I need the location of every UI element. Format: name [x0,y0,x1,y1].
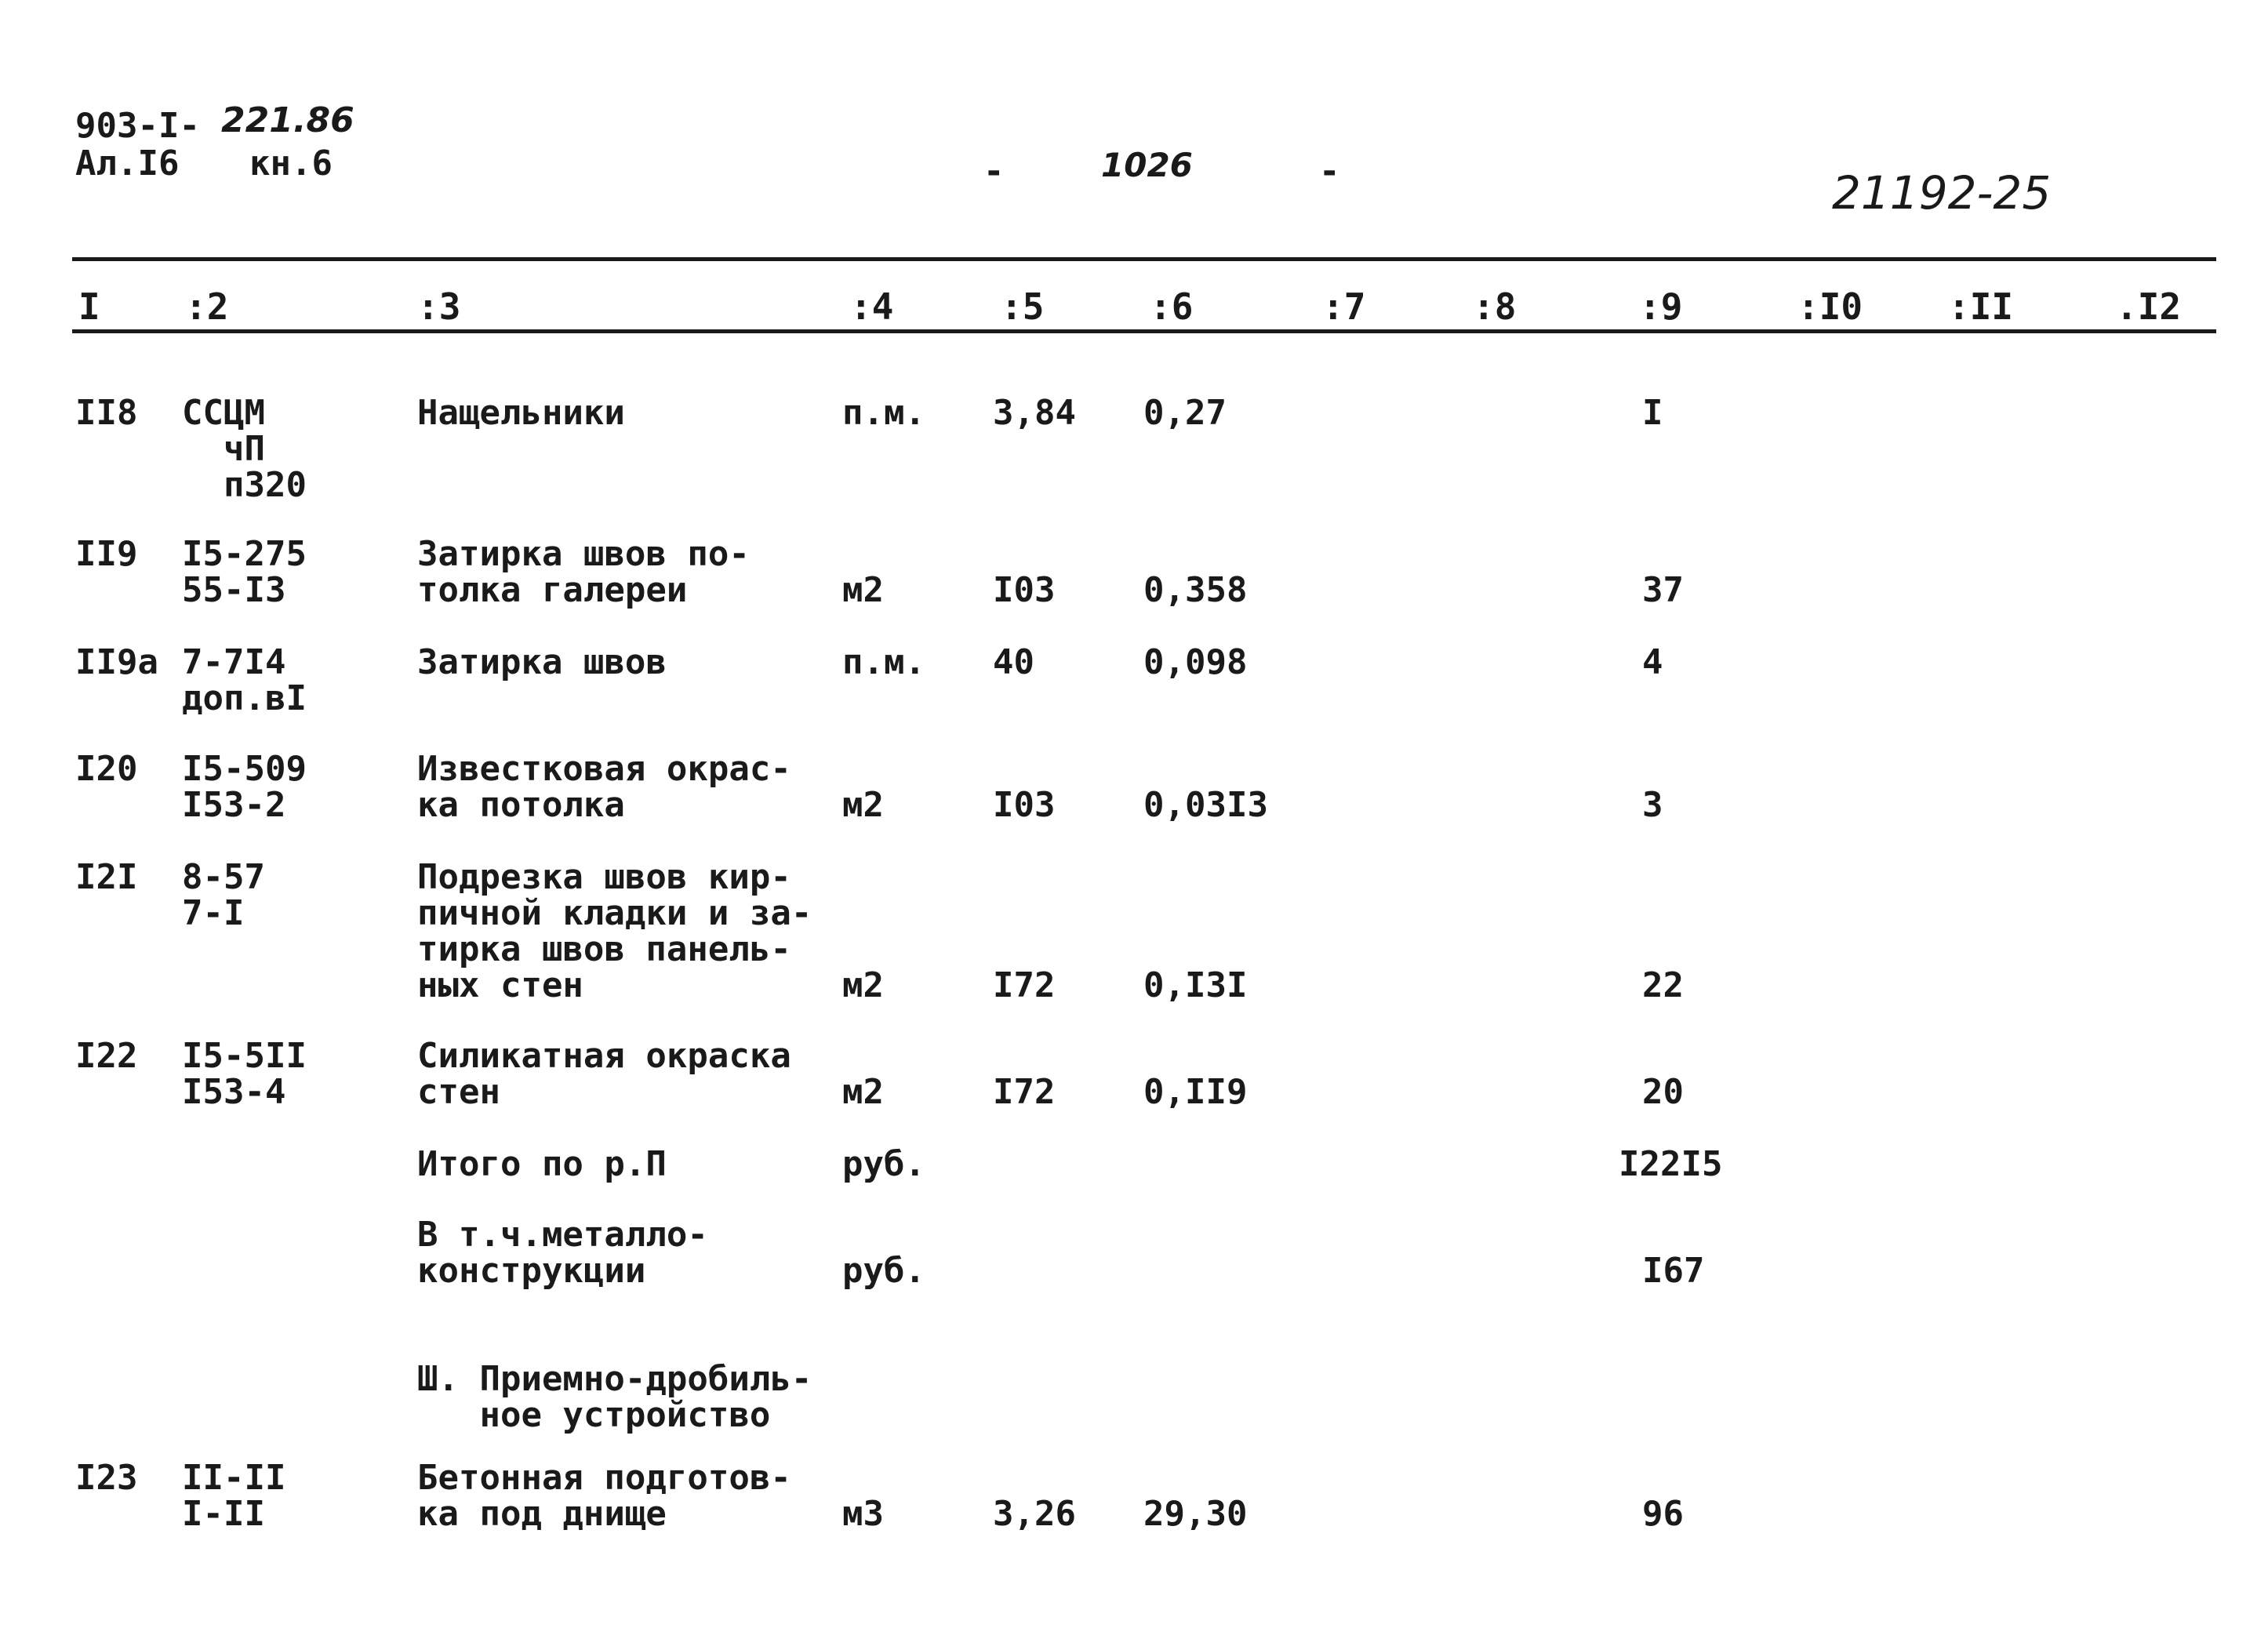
row-code: I5-509 I53-2 [182,749,307,825]
row-quantity: 40 [993,642,1034,682]
row-total: 4 [1642,642,1663,682]
row-quantity: I03 [993,785,1056,825]
row-quantity: I72 [993,965,1056,1005]
row-unit-price: 0,358 [1143,570,1248,610]
row-total: I67 [1642,1251,1705,1291]
row-total: 3 [1642,785,1663,825]
row-code: 7-7I4 доп.вI [182,642,307,718]
column-header: :7 [1322,285,1366,328]
row-unit-price: 0,27 [1143,393,1227,433]
row-code: ССЦМ чП п320 [182,393,307,505]
row-total: 22 [1642,965,1684,1005]
column-header: :II [1948,285,2014,328]
row-code: I5-5II I53-4 [182,1036,307,1112]
header-bottom-rule [72,329,2216,333]
row-total: I22I5 [1619,1144,1723,1184]
row-unit: м2 [842,965,884,1005]
column-header: :8 [1473,285,1517,328]
row-unit-price: 0,I3I [1143,965,1248,1005]
row-unit: п.м. [842,642,925,682]
row-number: II9а [75,642,158,682]
row-quantity: 3,84 [993,393,1076,433]
row-description: Нащельники [417,393,625,433]
row-description: Бетонная подготов- ка под днище [417,1458,791,1534]
section-title: Ш. Приемно-дробиль- ное устройство [417,1359,812,1435]
column-header: .I2 [2116,285,2182,328]
row-description: Затирка швов [417,642,667,682]
column-header: :2 [185,285,229,328]
row-total: I [1642,393,1663,433]
row-number: I2I [75,857,138,897]
column-header: :I0 [1797,285,1863,328]
row-quantity: 3,26 [993,1494,1076,1534]
row-unit: руб. [842,1144,925,1184]
column-header: :4 [850,285,894,328]
row-code: 8-57 7-I [182,857,265,933]
row-code: I5-275 55-I3 [182,534,307,610]
row-quantity: I03 [993,570,1056,610]
book-number: кн.6 [249,144,333,184]
row-total: 20 [1642,1072,1684,1112]
sheet-code: 21192-25 [1832,166,2052,220]
page-dash-left: - [983,151,1005,191]
row-description: Силикатная окраска стен [417,1036,791,1112]
column-header: :3 [417,285,461,328]
row-unit: руб. [842,1251,925,1291]
row-number: II9 [75,534,138,574]
row-unit: м2 [842,570,884,610]
row-number: I22 [75,1036,138,1076]
series-handwritten: 221.86 [221,100,354,140]
row-unit: п.м. [842,393,925,433]
row-unit: м2 [842,1072,884,1112]
row-description: Итого по р.П [417,1144,667,1184]
column-header: :6 [1150,285,1194,328]
column-header: :9 [1639,285,1683,328]
column-header: I [78,285,100,328]
row-total: 37 [1642,570,1684,610]
album-number: Ал.I6 [75,144,180,184]
row-unit-price: 29,30 [1143,1494,1248,1534]
row-description: В т.ч.металло- конструкции [417,1215,708,1291]
row-description: Известковая окрас- ка потолка [417,749,791,825]
row-unit: м2 [842,785,884,825]
row-unit-price: 0,03I3 [1143,785,1268,825]
row-number: I20 [75,749,138,789]
row-total: 96 [1642,1494,1684,1534]
page-dash-right: - [1319,151,1340,191]
page-number: 1026 [1101,146,1193,184]
header-top-rule [72,257,2216,261]
series-number: 903-I- [75,106,200,146]
row-code: II-II I-II [182,1458,286,1534]
row-quantity: I72 [993,1072,1056,1112]
row-unit: м3 [842,1494,884,1534]
row-description: Подрезка швов кир- пичной кладки и за- тирка швов панель- ных стен [417,857,812,1005]
row-unit-price: 0,II9 [1143,1072,1248,1112]
column-header: :5 [1001,285,1045,328]
row-number: II8 [75,393,138,433]
row-unit-price: 0,098 [1143,642,1248,682]
row-description: Затирка швов по- толка галереи [417,534,750,610]
row-number: I23 [75,1458,138,1498]
